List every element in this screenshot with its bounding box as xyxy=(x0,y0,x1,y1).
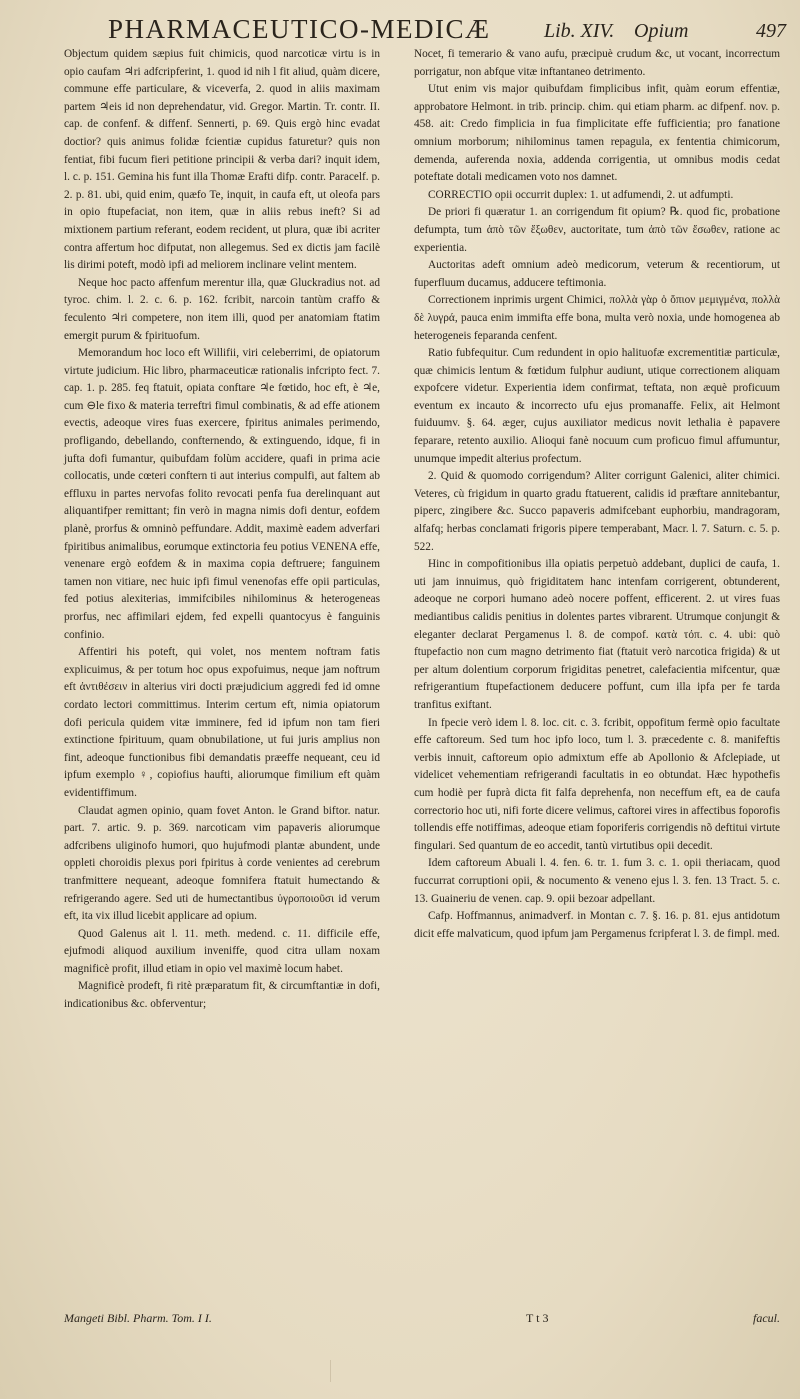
running-title: PHARMACEUTICO-MEDICÆ xyxy=(108,14,491,44)
right-column xyxy=(414,46,780,943)
paragraph: Hinc in compofitionibus illa opiatis perpetuò addebant, duplici de caufa, 1. uti jam innuimus, quò frigiditatem hanc intenfam corrigerent, obtunderent, adeoque ne corpori humano adeò nocere poffent, efficerent. 2. ut vires fuas mediantibus calidis penitius in dolentes partes vibrarent. Utrumque conjungit & eleganter declarat Pergamenus l. 8. de compof. κατὰ τόπ. c. 4. ubi: quò ftupefactio non cum magno detrimento fiat (ftatuit verò narcotica frigida) & ut per altum dolentium corporum frigiditas penetret, calefacientia mifcentur, quæ refrigerantium ftupefactionem deducere poffunt, cum illa ipfa per fe tarda tranfitus exiftant. xyxy=(414,558,780,711)
paragraph: Auctoritas adeft omnium adeò medicorum, veterum & recentiorum, ut fuperfluum ducamus, adducere teftimonia. xyxy=(414,259,780,289)
catchword: facul. xyxy=(753,1311,780,1325)
left-column xyxy=(64,46,380,1014)
paragraph: Affentiri his poteft, qui volet, nos mentem noftram fatis explicuimus, & per totum hoc opus expofuimus, neque jam noftrum eft ἀντιθέσειν in alterius viri docti præjudicium aggredi fed id omne cordato lectori committimus. Interim certum eft, nimia opiatorum dofi pericula quidem vitæ imminere, fed id ipfum non tam fieri extinctione fpirituum, quam obnubilatione, ut fui juris amplius non fint, adeoque functionibus fibi demandatis præeffe nequeant, ceu id ipfum exemplo ♀, copiofius haufti, aliorumque fimilium eft quàm evidentiffimum. xyxy=(64,646,380,799)
paragraph: In fpecie verò idem l. 8. loc. cit. c. 3. fcribit, oppofitum fermè opio facultate effe caftoreum. Sed tum hoc ipfo loco, tum l. 3. præcedente c. 8. manifeftis verbis innuit, caftoreum opio admixtum effe ab Apollonio & Afclepiade, ut videlicet vehementiam refrigerandi facultatis in eo obtundat. Hæc hypothefis cum hodiè per fuprà dicta fit falfa deprehenfa, non neceffum eft, ea de caufa correctorio hoc uti, nifi forte dicere velimus, caftorei vires in affectibus foporofis tollendis effe notiffimas, adeoque etiam foporiferis corrigendis nõ deftitui virtute fingulari. Sed quantum de eo accedit, tantù virtutibus opii decedit. xyxy=(414,716,780,852)
paragraph: Nocet, fi temerario & vano aufu, præcipuè crudum &c, ut vocant, incorrectum porrigatur, non abfque vitæ inftantaneo detrimento. xyxy=(414,48,780,78)
paragraph: Idem caftoreum Abuali l. 4. fen. 6. tr. 1. fum 3. c. 1. opii theriacam, quod fuccurrat corruptioni opii, & nocumento & veneno ejus l. 3. fen. 13 Tract. 5. c. 13. Guaineriu de venen. cap. 9. opii bezoar adpellant. xyxy=(414,857,780,905)
paragraph: Claudat agmen opinio, quam fovet Anton. le Grand biftor. natur. part. 7. artic. 9. p. 369. narcoticam vim papaveris aliorumque adfcribens uliginofo humori, quo hujufmodi plantæ abundent, unde oppleti choroidis plexus pori fpiritus à corde venientes ad cerebrum tranfmittere nequeant, adeoque fomnifera ftatuit humectando & refrigerando agere. Sed uti de humectantibus ὑγροποιοῦσι id verum eft, ita vix illud licebit applicare ad opium. xyxy=(64,804,380,923)
paragraph: Cafp. Hoffmannus, animadverf. in Montan c. 7. §. 16. p. 81. ejus antidotum dicit effe malvaticum, quod ipfum jam Pergamenus fcripferat l. 3. de fimpl. med. xyxy=(414,910,780,940)
paper-mark xyxy=(330,1360,345,1382)
page-number: 497 xyxy=(756,20,786,42)
section-keyword: Opium xyxy=(634,20,689,42)
paragraph: 2. Quid & quomodo corrigendum? Aliter corrigunt Galenici, aliter chimici. Veteres, cù frigidum in quarto gradu ftatuerent, calidis id præftare annitebantur, piperc, zingibere &c. Succo papaveris admifcebant euphorbiu, mandragoram, alfafq; herbas conclamati frigoris pipere temperabant, Macr. l. 7. Saturn. c. 5. p. 522. xyxy=(414,470,780,553)
signature-mark: T t 3 xyxy=(526,1311,549,1325)
page-header xyxy=(108,6,786,46)
paragraph: De priori fi quæratur 1. an corrigendum fit opium? ℞. quod fic, probatione defumpta, tum ἀπὸ τῶν ἔξωθεν, auctoritate, tum ἀπὸ τῶν ἔσωθεν, ratione ac experientia. xyxy=(414,206,780,254)
book-number: Lib. XIV. xyxy=(544,20,615,42)
paragraph: Quod Galenus ait l. 11. meth. medend. c. 11. difficile effe, ejufmodi aliquod auxilium inveniffe, quod citra ullam noxam magnificè profit, illud etiam in opio vel maximè locum habet. xyxy=(64,927,380,975)
paragraph: Correctionem inprimis urgent Chimici, πολλὰ γὰρ ὁ ὅπιον μεμιγμένα, πολλὰ δὲ λυγρά, pauca enim immifta effe bona, multa verò noxia, unde homogenea ab heterogeneis feparanda cenfent. xyxy=(414,294,780,342)
paragraph: CORRECTIO opii occurrit duplex: 1. ut adfumendi, 2. ut adfumpti. xyxy=(428,188,734,201)
paragraph: Magnificè prodeft, fi ritè præparatum fit, & circumftantiæ in dofi, indicationibus &c. obferventur; xyxy=(64,980,380,1011)
paragraph: Neque hoc pacto affenfum merentur illa, quæ Gluckradius not. ad tyroc. chim. l. 2. c. 6. p. 162. fcribit, narcoin tantùm craffo & feculento ♃ri competere, non item illi, quod per anatomiam ftatim emergit purum & fpirituofum. xyxy=(64,276,380,342)
paragraph: Objectum quidem sæpius fuit chimicis, quod narcoticæ virtu is in opio caufam ♃ri adfcripferint, 1. quod id nih l fit aliud, quàm dicere, commune effe particulare, & viceverfa, 2. quod in aliis maximam partem ♃eis id non deprehendatur, vid. Gregor. Martin. Tr. contr. II. cap. de confenf. & diffenf. Sennerti, p. 69. Quis ergò hinc evadat doctior? quis animus folidæ fcientiæ cupidus faturetur? quis non fentiat, fibi fucum fieri petitione principii & verba dari? inquit idem, l. c. p. 151. Gemina his funt illa Thomæ Erafti difp. contr. Paracelf. p. 2. p. 81. ubi, quid enim, quæfo Te, inquit, in caufa eft, ut oleofa pars in opio ftupefaciat, non item, quæ in aliis rebus ineft? Si ad mixtionem partium referant, eodem recident, ut plura, quæ ibi acriter contra affertum hoc difputat, non allegemus. Sed ex dictis jam facilè lis dirimi poteft, modò ipfi ad meliorem inclinare velint mentem. xyxy=(64,48,380,272)
paragraph: Utut enim vis major quibufdam fimplicibus infit, quàm eorum effentiæ, approbatore Helmont. in trib. princip. chim. qui etiam pharm. ac difpenf. nov. p. 458. ait: Credo fimplicia in fua fimplicitate effe fufficientia; pro fanatione omnium morborum; nihilominus tamen repagula, ex fententia chimicorum, demenda, auferenda noxia, addenda corrigentia, ut omnibus modis cedat poteftate dotali medicamen voto nos damnet. xyxy=(414,83,780,184)
paragraph: Memorandum hoc loco eft Willifii, viri celeberrimi, de opiatorum virtute judicium. Hic libro, pharmaceuticæ rationalis infcripto fect. 7. cap. 1. p. 285. feq ftatuit, opiata conftare ♃e fœtido, hoc eft, è ♃e, cum ⊖le fixo & materia terreftri fimul combinatis, & ad effe ationem evectis, adeoque vires fuas exercere, fpiritus animales perimendo, profligando, debellando, confternendo, & extinguendo, idque, fi in jufta dofi fumantur, quibufdam folùm accidere, quafi in prima acie collocatis, unde cœteri conftern ti aut interius compulfi, aut faltem ab effluxu in partes nervofas folito revocati penfa fua derelinquant aut aliquantifper remittant; fin verò in magna nimis dofi dentur, eofdem planè, prorfus & omninò peffundare. Addit, maximè eadem adverfari fpiritibus animalibus, eorumque extinctoria feu potius VENENA effe, venenare ergò eofdem & in maxima copia deftruere; fanguinem tamen non vitiare, nec huic ipfi fimul venenofas effe opii particulas, fed potius alexiterias, immifcibiles nihilominus & heterogeneas prorfus, nec affimilari ejdem, fed expelli quantocyus è fanguinis confinio. xyxy=(64,347,380,641)
volume-line: Mangeti Bibl. Pharm. Tom. I I. xyxy=(64,1311,212,1325)
paragraph: Ratio fubfequitur. Cum redundent in opio halituofæ excrementitiæ particulæ, quæ chimicis lentum & fœtidum fulphur audiunt, utique correctionem aliquam expofcere videtur. Experientia idem confirmat, teftata, non æquè proficuum eventum ex incauto & incorrecto ufu ejus promanaffe. Felix, ait Helmont fuiduumv. §. 64. æger, cujus auxiliator medicus novit lethalia è papavere feparare, retento auxilio. Alioqui fanè nocuum cum proficuo fimul affumuntur, unumque impedit alterius profectum. xyxy=(414,347,780,465)
page-footer xyxy=(64,1311,780,1335)
